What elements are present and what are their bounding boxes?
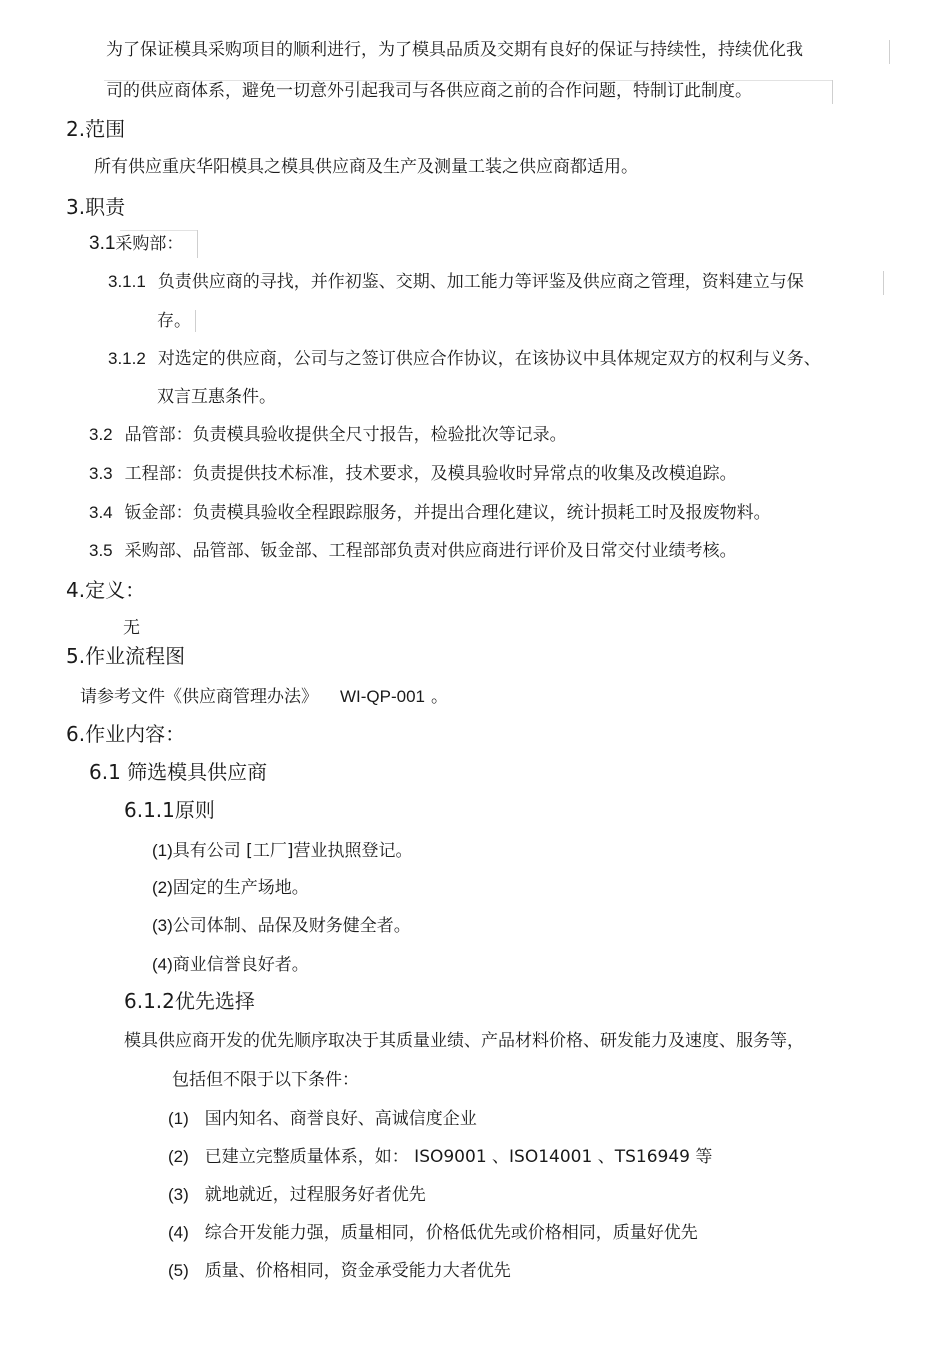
purpose-line-2: 司的供应商体系，避免一切意外引起我司与各供应商之前的合作问题，特制订此制度。	[106, 81, 752, 101]
duty-number: 3.4	[89, 503, 113, 522]
duty-3-4	[89, 502, 771, 524]
duty-text: 品管部：负责模具验收提供全尺寸报告，检验批次等记录。	[124, 425, 567, 445]
item-text: 商业信誉良好者。	[172, 955, 309, 975]
document-code: WI-QP-001	[340, 687, 426, 706]
duty-number: 3.2	[89, 425, 113, 444]
scope-heading: 2.范围	[66, 117, 126, 141]
priority-intro-line-2: 包括但不限于以下条件：	[172, 1070, 359, 1090]
section-6-1-1-heading: 6.1.1原则	[124, 798, 215, 822]
principle-item	[152, 840, 412, 862]
border-line	[883, 271, 884, 295]
priority-item	[168, 1222, 698, 1244]
duty-text: 工程部：负责提供技术标准，技术要求，及模具验收时异常点的收集及改模追踪。	[124, 464, 737, 484]
duty-3-5	[89, 540, 737, 562]
flow-text-suffix: 。	[431, 687, 449, 707]
duty-3-1	[89, 233, 183, 255]
section-6-1-heading: 6.1 筛选模具供应商	[89, 760, 268, 784]
duty-text: 负责供应商的寻找，并作初鉴、交期、加工能力等评鉴及供应商之管理，资料建立与保	[157, 272, 804, 292]
principle-item	[152, 954, 309, 976]
flow-text-prefix: 请参考文件《供应商管理办法》	[80, 687, 318, 707]
duty-number: 3.3	[89, 464, 113, 483]
duty-number: 3.1.2	[108, 349, 146, 368]
content-heading: 6.作业内容：	[66, 722, 186, 746]
priority-item	[168, 1260, 511, 1282]
item-number: (3)	[152, 916, 173, 935]
duty-text: 钣金部：负责模具验收全程跟踪服务，并提出合理化建议，统计损耗工时及报废物料。	[124, 503, 771, 523]
item-number: (4)	[168, 1223, 189, 1242]
item-number: (1)	[152, 841, 173, 860]
definition-heading: 4.定义：	[66, 578, 146, 602]
border-line	[832, 80, 833, 104]
definition-text: 无	[123, 618, 140, 638]
item-text: 具有公司 [工厂]营业执照登记。	[172, 841, 413, 861]
item-number: (3)	[168, 1185, 189, 1204]
border-line	[195, 310, 196, 332]
scope-text: 所有供应重庆华阳模具之模具供应商及生产及测量工装之供应商都适用。	[94, 157, 638, 177]
duty-3-1-2	[108, 348, 821, 370]
duty-3-3	[89, 463, 737, 485]
item-text: 固定的生产场地。	[172, 878, 309, 898]
duty-text: 采购部、品管部、钣金部、工程部部负责对供应商进行评价及日常交付业绩考核。	[124, 541, 737, 561]
duty-number: 3.1.1	[108, 272, 146, 291]
border-line	[197, 230, 198, 258]
item-number: (2)	[168, 1147, 189, 1166]
duty-number: 3.5	[89, 541, 113, 560]
item-text: 国内知名、商誉良好、高诚信度企业	[204, 1109, 477, 1129]
item-text: 综合开发能力强，质量相同，价格低优先或价格相同，质量好优先	[204, 1223, 698, 1243]
duty-3-2	[89, 424, 567, 446]
border-line	[120, 230, 197, 231]
item-number: (1)	[168, 1109, 189, 1128]
purpose-line-1: 为了保证模具采购项目的顺利进行，为了模具品质及交期有良好的保证与持续性，持续优化我	[106, 40, 803, 60]
principle-item	[152, 915, 411, 937]
duty-text: 对选定的供应商，公司与之签订供应合作协议，在该协议中具体规定双方的权利与义务、	[157, 349, 821, 369]
item-number: (5)	[168, 1261, 189, 1280]
priority-intro-line-1: 模具供应商开发的优先顺序取决于其质量业绩、产品材料价格、研发能力及速度、服务等，	[124, 1031, 804, 1051]
item-text: 就地就近，过程服务好者优先	[204, 1185, 426, 1205]
flow-text	[80, 686, 448, 708]
priority-item	[168, 1146, 712, 1168]
flow-heading: 5.作业流程图	[66, 644, 186, 668]
priority-item	[168, 1108, 477, 1130]
duties-heading: 3.职责	[66, 195, 126, 219]
principle-item	[152, 877, 309, 899]
duty-text: 采购部：	[115, 234, 184, 254]
duty-3-1-2-continuation: 双言互惠条件。	[157, 387, 276, 407]
item-text: 已建立完整质量体系，如： ISO9001 、ISO14001 、TS16949 等	[204, 1147, 713, 1167]
border-line	[889, 40, 890, 64]
duty-number: 3.1	[89, 233, 116, 254]
item-number: (4)	[152, 955, 173, 974]
item-text: 公司体制、品保及财务健全者。	[172, 916, 411, 936]
duty-3-1-1-continuation: 存。	[157, 311, 191, 331]
item-text: 质量、价格相同，资金承受能力大者优先	[204, 1261, 511, 1281]
section-6-1-2-heading: 6.1.2优先选择	[124, 989, 255, 1013]
duty-3-1-1	[108, 271, 804, 293]
priority-item	[168, 1184, 426, 1206]
item-number: (2)	[152, 878, 173, 897]
